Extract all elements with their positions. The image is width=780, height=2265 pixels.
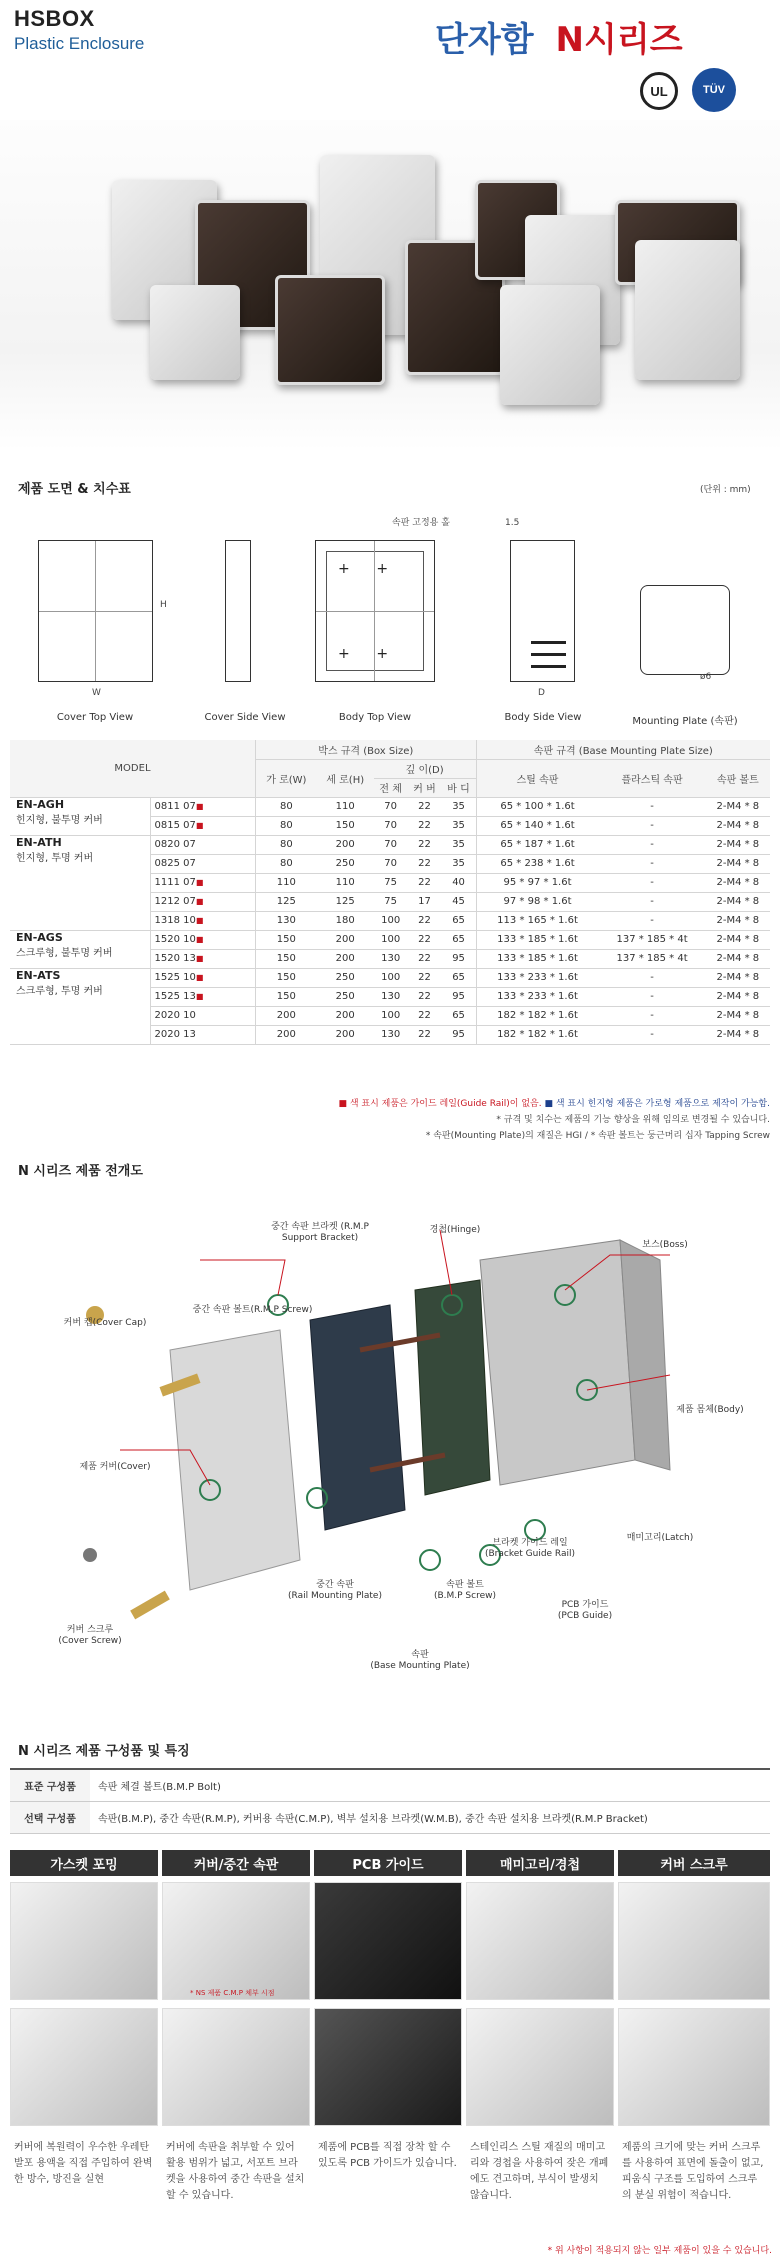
label-boss: 보스(Boss) [642, 1240, 688, 1250]
model-code: 1525 13 [154, 991, 196, 1002]
cell-plastic: - [598, 797, 705, 816]
title-series: N시리즈 [555, 20, 683, 60]
cell-steel: 133 * 185 * 1.6t [476, 930, 598, 949]
model-mark: ■ [195, 802, 204, 811]
table-note-1 [0, 1096, 770, 1109]
spec-table [10, 740, 770, 1045]
cell-bolt: 2-M4 * 8 [706, 949, 770, 968]
caption-cover-side: Cover Side View [204, 712, 286, 723]
feature-image-gasket-2 [10, 2008, 158, 2126]
cell-t: 100 [374, 911, 408, 930]
cell-steel: 65 * 140 * 1.6t [476, 816, 598, 835]
option-value: 속판(B.M.P), 중간 속판(R.M.P), 커버용 속판(C.M.P), 벽부 설치용 브라켓(W.M.B), 중간 속판 설치용 브라켓(R.M.P Bracket) [90, 1801, 770, 1833]
label-cover-cap: 커버 캡(Cover Cap) [63, 1318, 147, 1328]
cell-steel: 65 * 100 * 1.6t [476, 797, 598, 816]
cell-plastic: - [598, 835, 705, 854]
cell-w: 150 [255, 949, 316, 968]
cell-w: 150 [255, 987, 316, 1006]
cell-w: 200 [255, 1006, 316, 1025]
model-mark: ■ [195, 897, 204, 906]
cell-w: 150 [255, 930, 316, 949]
composition-table [10, 1768, 770, 1834]
cell-c: 22 [408, 911, 442, 930]
cell-t: 100 [374, 930, 408, 949]
cell-c: 22 [408, 835, 442, 854]
cell-w: 80 [255, 797, 316, 816]
cell-code [150, 1006, 255, 1025]
feature-image-pcb-2 [314, 2008, 462, 2126]
feature-desc-4: 제품의 크기에 맞는 커버 스크루를 사용하여 표면에 돌출이 없고, 피움식 구조를 도입하여 스크루의 분실 위험이 적습니다. [622, 2142, 764, 2201]
model-mark: ■ [195, 973, 204, 982]
cell-h: 110 [317, 873, 374, 892]
dim-d-label: D [538, 688, 545, 698]
footer-note: * 위 사항이 적용되지 않는 일부 제품이 있을 수 있습니다. [547, 2246, 772, 2256]
model-group-name: EN-ATS [16, 968, 61, 982]
cell-c: 22 [408, 816, 442, 835]
model-group [10, 968, 150, 1044]
feature-title-3: 매미고리/경첩 [466, 1850, 614, 1876]
caption-body-side: Body Side View [504, 712, 582, 723]
cell-w: 150 [255, 968, 316, 987]
cell-plastic: - [598, 873, 705, 892]
feature-title-1: 커버/중간 속판 [162, 1850, 310, 1876]
cell-plastic: - [598, 1025, 705, 1044]
cell-steel: 95 * 97 * 1.6t [476, 873, 598, 892]
cell-h: 200 [317, 835, 374, 854]
cell-h: 200 [317, 1025, 374, 1044]
model-group-desc: 힌지형, 투명 커버 [16, 852, 94, 864]
col-plastic: 플라스틱 속판 [598, 759, 705, 797]
col-bolt: 속판 볼트 [706, 759, 770, 797]
cell-code [150, 987, 255, 1006]
mounting-plate-drawing [640, 585, 730, 675]
note-blue: ■ 색 표시 힌지형 제품은 가로형 제품으로 제작이 가능함. [544, 1099, 770, 1109]
cover-side-view-drawing [225, 540, 251, 682]
model-code: 0825 07 [154, 858, 196, 869]
col-steel: 스틸 속판 [476, 759, 598, 797]
cell-h: 200 [317, 930, 374, 949]
cell-bolt: 2-M4 * 8 [706, 835, 770, 854]
cell-b: 35 [441, 797, 476, 816]
cell-bolt: 2-M4 * 8 [706, 1006, 770, 1025]
cell-plastic: - [598, 968, 705, 987]
feature-image-gasket-1 [10, 1882, 158, 2000]
cell-c: 22 [408, 854, 442, 873]
table-note-3: * 속판(Mounting Plate)의 재질은 HGI / * 속판 볼트는 둥근머리 십자 Tapping Screw [425, 1131, 770, 1141]
col-body: 바 디 [441, 778, 476, 797]
cell-steel: 133 * 233 * 1.6t [476, 968, 598, 987]
cell-bolt: 2-M4 * 8 [706, 987, 770, 1006]
cell-b: 35 [441, 854, 476, 873]
cell-h: 250 [317, 987, 374, 1006]
model-group-desc: 스크루형, 불투명 커버 [16, 947, 113, 959]
cell-t: 70 [374, 854, 408, 873]
cover-top-view-drawing [38, 540, 153, 682]
feature-image-hinge [466, 2008, 614, 2126]
cell-c: 22 [408, 949, 442, 968]
cell-plastic: - [598, 1006, 705, 1025]
cell-c: 22 [408, 1025, 442, 1044]
standard-label: 표준 구성품 [10, 1769, 90, 1801]
cell-t: 70 [374, 797, 408, 816]
annotation-phi: ø6 [700, 672, 712, 682]
cell-w: 80 [255, 816, 316, 835]
label-bracket-guide: 브라켓 가이드 레일 (Bracket Guide Rail) [484, 1538, 576, 1559]
col-total: 전 체 [374, 778, 408, 797]
model-code: 0815 07 [154, 820, 196, 831]
cell-h: 150 [317, 816, 374, 835]
caption-cover-top: Cover Top View [56, 712, 134, 723]
table-note-2: * 규격 및 치수는 제품의 기능 향상을 위해 임의로 변경될 수 있습니다. [496, 1115, 770, 1125]
cell-b: 45 [441, 892, 476, 911]
cell-code [150, 968, 255, 987]
body-top-view-drawing: + + + + [315, 540, 435, 682]
cell-code [150, 911, 255, 930]
cell-t: 130 [374, 1025, 408, 1044]
cell-steel: 133 * 233 * 1.6t [476, 987, 598, 1006]
cell-h: 250 [317, 968, 374, 987]
model-group-name: EN-ATH [16, 835, 62, 849]
cell-w: 110 [255, 873, 316, 892]
table-row [10, 835, 770, 854]
box-size-header: 박스 규격 (Box Size) [255, 740, 476, 759]
ul-cert-icon: UL [640, 72, 678, 110]
option-label: 선택 구성품 [10, 1801, 90, 1833]
cell-b: 95 [441, 1025, 476, 1044]
feature-desc-2: 제품에 PCB를 직접 장착 할 수 있도록 PCB 가이드가 있습니다. [318, 2142, 457, 2169]
drawings-section-title: 제품 도면 & 치수표 [18, 482, 131, 497]
model-group-name: EN-AGH [16, 797, 65, 811]
cell-t: 130 [374, 987, 408, 1006]
model-code: 0811 07 [154, 801, 196, 812]
cell-t: 100 [374, 1006, 408, 1025]
model-group [10, 797, 150, 835]
cell-plastic: - [598, 854, 705, 873]
label-pcb-guide: PCB 가이드 (PCB Guide) [557, 1600, 613, 1621]
model-code: 1525 10 [154, 972, 196, 983]
label-latch: 매미고리(Latch) [626, 1533, 694, 1543]
cell-bolt: 2-M4 * 8 [706, 816, 770, 835]
cell-bolt: 2-M4 * 8 [706, 968, 770, 987]
model-mark: ■ [195, 935, 204, 944]
title-text: 단자함 [435, 20, 534, 60]
model-code: 1318 10 [154, 915, 196, 926]
label-body: 제품 몸체(Body) [676, 1405, 744, 1415]
cell-steel: 97 * 98 * 1.6t [476, 892, 598, 911]
cell-h: 180 [317, 911, 374, 930]
cell-steel: 182 * 182 * 1.6t [476, 1006, 598, 1025]
cell-w: 130 [255, 911, 316, 930]
cell-c: 22 [408, 930, 442, 949]
annotation-1-5: 1.5 [505, 518, 520, 528]
cell-steel: 182 * 182 * 1.6t [476, 1025, 598, 1044]
feature-title-0: 가스켓 포밍 [10, 1850, 158, 1876]
label-rail-plate: 중간 속판 (Rail Mounting Plate) [288, 1580, 382, 1601]
feature-desc-1: 커버에 속판을 취부할 수 있어 활용 범위가 넓고, 서포트 브라켓을 사용하여 중간 속판을 설치할 수 있습니다. [166, 2142, 305, 2201]
model-header: MODEL [10, 740, 255, 797]
model-mark: ■ [195, 992, 204, 1001]
table-row [10, 797, 770, 816]
tuv-cert-icon: TÜV [692, 68, 736, 112]
label-hinge: 경첩(Hinge) [429, 1225, 481, 1235]
cell-c: 17 [408, 892, 442, 911]
cell-c: 22 [408, 873, 442, 892]
cell-t: 75 [374, 892, 408, 911]
feature-image-cover-plate-1 [162, 1882, 310, 2000]
cell-c: 22 [408, 1006, 442, 1025]
model-code: 1111 07 [154, 877, 196, 888]
brand-subtitle: Plastic Enclosure [14, 34, 145, 53]
label-bmp-screw: 속판 볼트 (B.M.P Screw) [433, 1580, 497, 1601]
feature-desc-3: 스테인리스 스틸 재질의 매미고리와 경첩을 사용하여 잦은 개폐에도 견고하며, 부식이 발생치 않습니다. [470, 2142, 609, 2201]
cell-steel: 113 * 165 * 1.6t [476, 911, 598, 930]
model-mark: ■ [195, 954, 204, 963]
model-mark: ■ [195, 878, 204, 887]
unit-label: (단위 : mm) [700, 485, 751, 495]
brand-logo: HSBOX [14, 6, 95, 31]
feature-image-cover-plate-2 [162, 2008, 310, 2126]
feature-image-latch [466, 1882, 614, 2000]
feature-image-note: * NS 제품 C.M.P 체부 시점 [190, 1989, 275, 1997]
cell-plastic: 137 * 185 * 4t [598, 949, 705, 968]
cell-t: 100 [374, 968, 408, 987]
cell-bolt: 2-M4 * 8 [706, 1025, 770, 1044]
cell-h: 200 [317, 1006, 374, 1025]
cell-w: 80 [255, 835, 316, 854]
feature-desc-0: 커버에 복원력이 우수한 우레탄 발포 용액을 직접 주입하여 완벽한 방수, 방진을 실현 [14, 2142, 153, 2185]
model-code: 1520 13 [154, 953, 196, 964]
model-group-desc: 힌지형, 불투명 커버 [16, 814, 103, 826]
model-code: 0820 07 [154, 839, 196, 850]
annotation-fix-hole: 속판 고정용 홀 [392, 518, 450, 528]
cell-steel: 65 * 187 * 1.6t [476, 835, 598, 854]
cell-b: 65 [441, 968, 476, 987]
cell-code [150, 835, 255, 854]
cell-bolt: 2-M4 * 8 [706, 854, 770, 873]
cell-code [150, 816, 255, 835]
cell-h: 125 [317, 892, 374, 911]
cell-plastic: 137 * 185 * 4t [598, 930, 705, 949]
cell-steel: 65 * 238 * 1.6t [476, 854, 598, 873]
cell-code [150, 1025, 255, 1044]
model-code: 2020 13 [154, 1029, 196, 1040]
label-support-bracket: 중간 속판 브라켓 (R.M.P Support Bracket) [271, 1222, 369, 1243]
model-group [10, 835, 150, 930]
model-mark: ■ [195, 916, 204, 925]
cell-bolt: 2-M4 * 8 [706, 892, 770, 911]
product-hero-image [0, 120, 780, 450]
feature-title-2: PCB 가이드 [314, 1850, 462, 1876]
model-code: 1212 07 [154, 896, 196, 907]
label-base-plate: 속판 (Base Mounting Plate) [370, 1650, 470, 1671]
caption-mounting-plate: Mounting Plate (속판) [632, 716, 738, 727]
cell-plastic: - [598, 816, 705, 835]
col-depth: 깊 이(D) [374, 759, 476, 778]
model-group-desc: 스크루형, 투명 커버 [16, 985, 103, 997]
col-cover: 커 버 [408, 778, 442, 797]
label-cover-screw: 커버 스크루 (Cover Screw) [58, 1625, 122, 1646]
cell-w: 200 [255, 1025, 316, 1044]
cell-bolt: 2-M4 * 8 [706, 797, 770, 816]
cell-b: 95 [441, 987, 476, 1006]
cell-code [150, 949, 255, 968]
cell-plastic: - [598, 987, 705, 1006]
feature-image-screw-1 [618, 1882, 770, 2000]
cell-b: 35 [441, 816, 476, 835]
cell-code [150, 930, 255, 949]
cell-h: 110 [317, 797, 374, 816]
cell-t: 75 [374, 873, 408, 892]
col-height: 세 로(H) [317, 759, 374, 797]
label-rmp-screw: 중간 속판 볼트(R.M.P Screw) [192, 1305, 313, 1315]
table-row [10, 930, 770, 949]
cell-b: 40 [441, 873, 476, 892]
feature-title-4: 커버 스크루 [618, 1850, 770, 1876]
composition-section-title: N 시리즈 제품 구성품 및 특징 [18, 1744, 190, 1759]
cell-b: 65 [441, 1006, 476, 1025]
cell-w: 80 [255, 854, 316, 873]
cell-code [150, 873, 255, 892]
exploded-section-title: N 시리즈 제품 전개도 [18, 1164, 143, 1179]
note-red: ■ 색 표시 제품은 가이드 레일(Guide Rail)이 없음. [338, 1099, 542, 1109]
label-cover: 제품 커버(Cover) [79, 1462, 151, 1472]
cell-b: 65 [441, 911, 476, 930]
feature-image-pcb-1 [314, 1882, 462, 2000]
cell-h: 250 [317, 854, 374, 873]
cell-code [150, 892, 255, 911]
model-code: 2020 10 [154, 1010, 196, 1021]
cell-plastic: - [598, 911, 705, 930]
standard-value: 속판 체결 볼트(B.M.P Bolt) [90, 1769, 770, 1801]
caption-body-top: Body Top View [338, 712, 412, 723]
cell-code [150, 797, 255, 816]
cell-code [150, 854, 255, 873]
cell-t: 130 [374, 949, 408, 968]
feature-image-screw-2 [618, 2008, 770, 2126]
cell-w: 125 [255, 892, 316, 911]
plate-size-header: 속판 규격 (Base Mounting Plate Size) [476, 740, 770, 759]
dim-h-label: H [160, 600, 167, 610]
cell-c: 22 [408, 987, 442, 1006]
cell-b: 65 [441, 930, 476, 949]
cell-b: 95 [441, 949, 476, 968]
cell-steel: 133 * 185 * 1.6t [476, 949, 598, 968]
cell-bolt: 2-M4 * 8 [706, 930, 770, 949]
model-group [10, 930, 150, 968]
cell-bolt: 2-M4 * 8 [706, 911, 770, 930]
cell-bolt: 2-M4 * 8 [706, 873, 770, 892]
body-side-view-drawing [510, 540, 575, 682]
model-group-name: EN-AGS [16, 930, 63, 944]
cell-h: 200 [317, 949, 374, 968]
cell-plastic: - [598, 892, 705, 911]
cell-b: 35 [441, 835, 476, 854]
cell-t: 70 [374, 835, 408, 854]
table-row [10, 968, 770, 987]
cell-c: 22 [408, 797, 442, 816]
model-code: 1520 10 [154, 934, 196, 945]
col-width: 가 로(W) [255, 759, 316, 797]
model-mark: ■ [195, 821, 204, 830]
dim-w-label: W [92, 688, 101, 698]
page-title [435, 12, 683, 61]
cell-c: 22 [408, 968, 442, 987]
cell-t: 70 [374, 816, 408, 835]
